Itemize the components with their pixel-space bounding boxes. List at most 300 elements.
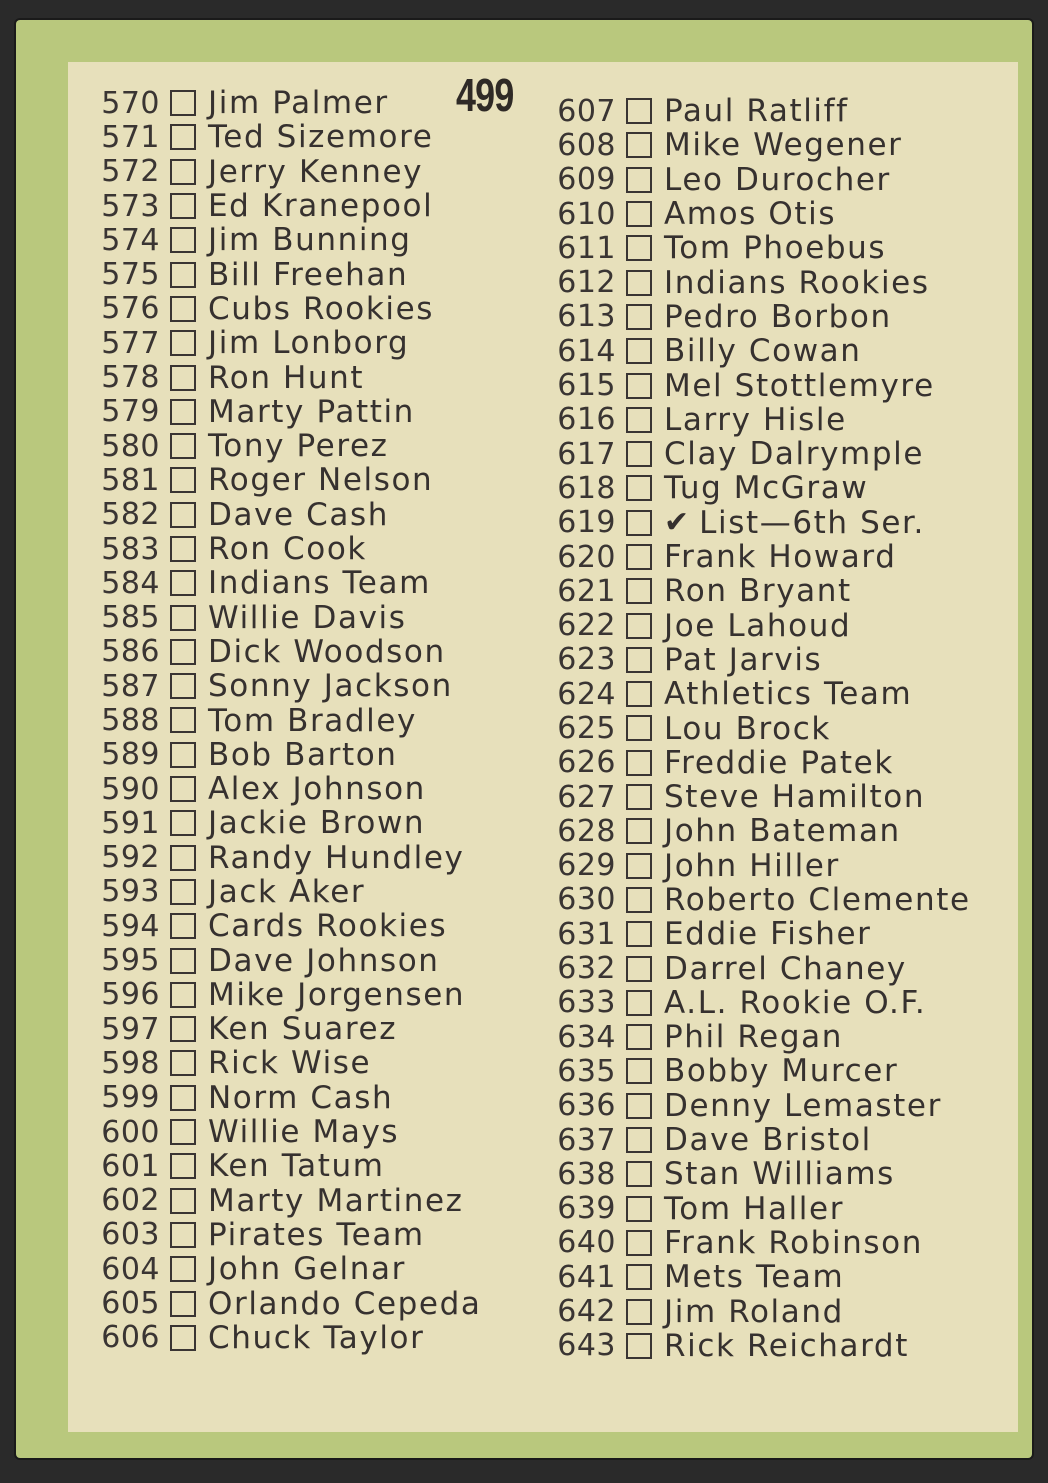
- checklist-row: [78, 1286, 481, 1320]
- checkbox[interactable]: [170, 227, 196, 253]
- player-name: Dick Woodson: [208, 633, 446, 670]
- checklist-row: [78, 1081, 481, 1115]
- checkbox[interactable]: [626, 304, 652, 330]
- card-entry-number: 587: [101, 668, 160, 704]
- card-entry-number: 589: [101, 737, 160, 773]
- checklist-row: [78, 909, 481, 943]
- checklist-row: [534, 1054, 971, 1088]
- player-name: Dave Cash: [208, 496, 389, 533]
- checkbox[interactable]: [626, 750, 652, 776]
- checklist-row: [78, 1321, 481, 1355]
- checkbox[interactable]: [170, 810, 196, 836]
- checklist-row: [78, 223, 481, 257]
- checklist-row: [534, 506, 971, 540]
- checkbox[interactable]: [626, 235, 652, 261]
- checkbox[interactable]: [170, 982, 196, 1008]
- checkbox[interactable]: [170, 948, 196, 974]
- checkbox[interactable]: [170, 845, 196, 871]
- player-name: Clay Dalrymple: [664, 436, 924, 473]
- checklist-row: [78, 738, 481, 772]
- checklist-row: [78, 498, 481, 532]
- card-entry-number: 633: [557, 985, 616, 1021]
- checklist-row: [534, 677, 971, 711]
- card-entry-number: 581: [101, 462, 160, 498]
- card-entry-number: 631: [557, 916, 616, 952]
- checklist-row: [78, 635, 481, 669]
- checkbox[interactable]: [626, 167, 652, 193]
- checklist-row: [78, 1115, 481, 1149]
- card-entry-number: 618: [557, 470, 616, 506]
- card-entry-number: 595: [101, 943, 160, 979]
- checklist-row: [78, 1046, 481, 1080]
- checkbox[interactable]: [170, 1256, 196, 1282]
- checklist-row: [78, 395, 481, 429]
- checklist-row: [534, 1020, 971, 1054]
- checklist-row: [78, 875, 481, 909]
- player-name: Dave Johnson: [208, 942, 440, 979]
- checkbox[interactable]: [170, 605, 196, 631]
- player-name: Billy Cowan: [664, 333, 862, 370]
- card-entry-number: 610: [557, 196, 616, 232]
- card-entry-number: 573: [101, 188, 160, 224]
- checkbox[interactable]: [170, 776, 196, 802]
- player-name: Rick Reichardt: [664, 1327, 909, 1364]
- card-entry-number: 590: [101, 771, 160, 807]
- checkbox[interactable]: [170, 296, 196, 322]
- card-entry-number: 629: [557, 848, 616, 884]
- player-name: Bill Freehan: [208, 256, 409, 293]
- checkbox[interactable]: [170, 1325, 196, 1351]
- checkbox[interactable]: [626, 132, 652, 158]
- checkbox[interactable]: [170, 1016, 196, 1042]
- checklist-row: [78, 772, 481, 806]
- player-name: Jim Palmer: [208, 85, 389, 122]
- card-entry-number: 605: [101, 1286, 160, 1322]
- checkbox[interactable]: [170, 399, 196, 425]
- card-entry-number: 602: [101, 1183, 160, 1219]
- checkbox[interactable]: [626, 475, 652, 501]
- checklist-row: [534, 1157, 971, 1191]
- checkmark-icon: ✔: [664, 505, 690, 541]
- checkbox[interactable]: [626, 1024, 652, 1050]
- checklist-row: [78, 463, 481, 497]
- checklist-row: [78, 86, 481, 120]
- checkbox[interactable]: [170, 570, 196, 596]
- card-entry-number: 641: [557, 1259, 616, 1295]
- checkbox[interactable]: [170, 639, 196, 665]
- checklist-row: [534, 163, 971, 197]
- card-entry-number: 619: [557, 505, 616, 541]
- checkbox[interactable]: [170, 1153, 196, 1179]
- checklist-row: [534, 231, 971, 265]
- checkbox[interactable]: [170, 1085, 196, 1111]
- checklist-row: [534, 334, 971, 368]
- player-name: Cubs Rookies: [208, 290, 435, 327]
- checkbox[interactable]: [626, 887, 652, 913]
- checkbox[interactable]: [626, 510, 652, 536]
- checkbox[interactable]: [626, 1058, 652, 1084]
- checkbox[interactable]: [170, 262, 196, 288]
- checkbox[interactable]: [626, 647, 652, 673]
- player-name: Frank Howard: [664, 539, 897, 576]
- player-name: Amos Otis: [664, 196, 837, 233]
- checklist-row: [78, 326, 481, 360]
- player-name: Athletics Team: [664, 676, 913, 713]
- checkbox[interactable]: [170, 1222, 196, 1248]
- player-name: Cards Rookies: [208, 908, 448, 945]
- card-entry-number: 638: [557, 1156, 616, 1192]
- checkbox[interactable]: [626, 715, 652, 741]
- card-number: 499: [456, 69, 514, 121]
- checkbox[interactable]: [170, 913, 196, 939]
- player-name: Jim Lonborg: [208, 325, 410, 362]
- player-name: Mike Jorgensen: [208, 976, 466, 1013]
- checkbox[interactable]: [626, 373, 652, 399]
- checkbox[interactable]: [626, 98, 652, 124]
- checklist-row: [78, 189, 481, 223]
- card-entry-number: 598: [101, 1045, 160, 1081]
- card-entry-number: 637: [557, 1122, 616, 1158]
- checklist-row: [534, 951, 971, 985]
- checklist-row: [534, 1294, 971, 1328]
- checkbox[interactable]: [170, 159, 196, 185]
- player-name: Mike Wegener: [664, 127, 903, 164]
- checklist-row: [534, 128, 971, 162]
- checklist-row: [78, 1012, 481, 1046]
- card-entry-number: 643: [557, 1328, 616, 1364]
- checklist-row: [534, 1260, 971, 1294]
- checkbox[interactable]: [170, 365, 196, 391]
- checklist-row: [534, 94, 971, 128]
- player-name: Tony Perez: [208, 428, 389, 465]
- checkbox[interactable]: [626, 441, 652, 467]
- player-name: Darrel Chaney: [664, 950, 907, 987]
- checklist-row: [78, 532, 481, 566]
- checkbox[interactable]: [626, 613, 652, 639]
- checklist-row: [78, 1184, 481, 1218]
- checkbox[interactable]: [170, 1119, 196, 1145]
- checklist-right-column: [534, 94, 971, 1363]
- card-entry-number: 607: [557, 93, 616, 129]
- card-entry-number: 632: [557, 951, 616, 987]
- player-name: Willie Davis: [208, 599, 407, 636]
- checklist-row: [78, 703, 481, 737]
- checklist-row: [78, 155, 481, 189]
- checklist-row: [534, 574, 971, 608]
- checklist-row: [534, 986, 971, 1020]
- card-entry-number: 615: [557, 368, 616, 404]
- checklist-row: [78, 943, 481, 977]
- checklist-row: [78, 566, 481, 600]
- player-name: Indians Team: [208, 565, 431, 602]
- checkbox[interactable]: [170, 193, 196, 219]
- card-entry-number: 600: [101, 1114, 160, 1150]
- card-entry-number: 583: [101, 531, 160, 567]
- card-entry-number: 570: [101, 85, 160, 121]
- player-name: Tug McGraw: [664, 470, 869, 507]
- card-entry-number: 593: [101, 874, 160, 910]
- checkbox[interactable]: [170, 467, 196, 493]
- player-name: Ed Kranepool: [208, 188, 434, 225]
- player-name: Frank Robinson: [664, 1224, 923, 1261]
- checklist-row: [534, 711, 971, 745]
- player-name: Randy Hundley: [208, 839, 465, 876]
- player-name: John Bateman: [664, 813, 901, 850]
- card-entry-number: 591: [101, 805, 160, 841]
- card-entry-number: 639: [557, 1191, 616, 1227]
- card-entry-number: 614: [557, 333, 616, 369]
- player-name: Pat Jarvis: [664, 641, 823, 678]
- player-name: Norm Cash: [208, 1079, 394, 1116]
- checklist-row: [534, 368, 971, 402]
- checklist-row: [534, 300, 971, 334]
- card-entry-number: 606: [101, 1320, 160, 1356]
- checklist-row: [78, 360, 481, 394]
- checkbox[interactable]: [170, 879, 196, 905]
- player-name: Jack Aker: [208, 873, 366, 910]
- checkbox[interactable]: [626, 1127, 652, 1153]
- player-name: Chuck Taylor: [208, 1319, 425, 1356]
- checklist-row: [78, 257, 481, 291]
- card-entry-number: 578: [101, 360, 160, 396]
- player-name: John Gelnar: [208, 1251, 406, 1288]
- card-entry-number: 594: [101, 908, 160, 944]
- checklist-row: [534, 1089, 971, 1123]
- card-entry-number: 609: [557, 162, 616, 198]
- checkbox[interactable]: [626, 1333, 652, 1359]
- checkbox[interactable]: [626, 270, 652, 296]
- player-name: Jim Bunning: [208, 222, 412, 259]
- card-entry-number: 624: [557, 676, 616, 712]
- player-name: Sonny Jackson: [208, 668, 453, 705]
- player-name: Tom Phoebus: [664, 230, 887, 267]
- card-entry-number: 621: [557, 573, 616, 609]
- checkbox[interactable]: [626, 1264, 652, 1290]
- player-name: Roger Nelson: [208, 462, 434, 499]
- card-entry-number: 601: [101, 1148, 160, 1184]
- checkbox[interactable]: [626, 853, 652, 879]
- checkbox[interactable]: [170, 1291, 196, 1317]
- card-entry-number: 596: [101, 977, 160, 1013]
- checkbox[interactable]: [626, 544, 652, 570]
- card-entry-number: 603: [101, 1217, 160, 1253]
- checklist-row: [534, 403, 971, 437]
- checklist-row: [78, 600, 481, 634]
- card-entry-number: 592: [101, 840, 160, 876]
- checklist-row: [534, 197, 971, 231]
- checkbox[interactable]: [170, 1050, 196, 1076]
- player-name: Ron Cook: [208, 531, 367, 568]
- player-name: Stan Williams: [664, 1156, 895, 1193]
- checklist-row: [534, 1329, 971, 1363]
- checkbox[interactable]: [170, 536, 196, 562]
- player-name: Jim Roland: [664, 1293, 844, 1330]
- player-name: Jerry Kenney: [208, 153, 424, 190]
- checkbox[interactable]: [170, 1188, 196, 1214]
- card-entry-number: 623: [557, 642, 616, 678]
- card-entry-number: 585: [101, 600, 160, 636]
- checklist-row: [78, 669, 481, 703]
- card-entry-number: 576: [101, 291, 160, 327]
- checkbox[interactable]: [626, 1230, 652, 1256]
- card-entry-number: 634: [557, 1019, 616, 1055]
- card-entry-number: 588: [101, 703, 160, 738]
- player-name: Pedro Borbon: [664, 298, 892, 335]
- card-entry-number: 617: [557, 436, 616, 472]
- player-name: Tom Haller: [664, 1190, 845, 1227]
- player-name: Paul Ratliff: [664, 93, 849, 130]
- card-entry-number: 626: [557, 745, 616, 781]
- checklist-row: [534, 437, 971, 471]
- player-name: Orlando Cepeda: [208, 1285, 482, 1322]
- checklist-row: [534, 814, 971, 848]
- player-name: Larry Hisle: [664, 401, 847, 438]
- player-name: Ted Sizemore: [208, 119, 434, 156]
- checkbox[interactable]: [626, 407, 652, 433]
- checklist-row: [534, 883, 971, 917]
- checkbox[interactable]: [626, 1093, 652, 1119]
- card-entry-number: 628: [557, 813, 616, 849]
- checkbox[interactable]: [626, 201, 652, 227]
- checklist-row: [534, 540, 971, 574]
- card-entry-number: 620: [557, 539, 616, 575]
- player-name: Roberto Clemente: [664, 881, 971, 918]
- card-entry-number: 574: [101, 222, 160, 258]
- card-entry-number: 604: [101, 1251, 160, 1287]
- checkbox[interactable]: [626, 921, 652, 947]
- player-name: Bobby Murcer: [664, 1053, 899, 1090]
- checkbox[interactable]: [170, 707, 196, 733]
- checkbox[interactable]: [170, 90, 196, 116]
- card-entry-number: 580: [101, 428, 160, 464]
- player-name: Rick Wise: [208, 1045, 372, 1082]
- card-entry-number: 642: [557, 1294, 616, 1330]
- checkbox[interactable]: [626, 1196, 652, 1222]
- checklist-row: [78, 292, 481, 326]
- player-name: Indians Rookies: [664, 264, 930, 301]
- card-entry-number: 612: [557, 265, 616, 301]
- checkbox[interactable]: [626, 1161, 652, 1187]
- player-name: Steve Hamilton: [664, 779, 926, 816]
- player-name: Leo Durocher: [664, 161, 891, 198]
- player-name: List—6th Ser.: [699, 504, 926, 541]
- card-entry-number: 571: [101, 119, 160, 155]
- player-name: Denny Lemaster: [664, 1087, 942, 1124]
- checklist-row: [534, 1226, 971, 1260]
- card-entry-number: 611: [557, 230, 616, 266]
- card-entry-number: 572: [101, 154, 160, 190]
- checkbox[interactable]: [626, 338, 652, 364]
- card-entry-number: 597: [101, 1011, 160, 1047]
- card-entry-number: 599: [101, 1080, 160, 1116]
- card-entry-number: 625: [557, 711, 616, 746]
- checkbox[interactable]: [626, 818, 652, 844]
- checkbox[interactable]: [626, 990, 652, 1016]
- checklist-row: [78, 978, 481, 1012]
- card-entry-number: 608: [557, 127, 616, 163]
- checklist-left-column: [78, 86, 481, 1355]
- checklist-row: [78, 806, 481, 840]
- player-name: Ken Tatum: [208, 1148, 385, 1185]
- checklist-row: [534, 608, 971, 642]
- checklist-row: [534, 746, 971, 780]
- card-entry-number: 627: [557, 779, 616, 815]
- player-name: Marty Martinez: [208, 1182, 464, 1219]
- card-entry-number: 630: [557, 882, 616, 918]
- card-entry-number: 622: [557, 608, 616, 644]
- player-name: Bob Barton: [208, 736, 398, 773]
- player-name: Willie Mays: [208, 1114, 400, 1151]
- checklist-row: [78, 1218, 481, 1252]
- player-name: Marty Pattin: [208, 393, 415, 430]
- card-entry-number: 584: [101, 565, 160, 601]
- checklist-row: [534, 1123, 971, 1157]
- player-name: Lou Brock: [664, 710, 831, 747]
- card-entry-number: 640: [557, 1225, 616, 1261]
- checklist-row: [78, 1149, 481, 1183]
- checklist-row: [534, 917, 971, 951]
- checkbox[interactable]: [170, 502, 196, 528]
- player-name: Phil Regan: [664, 1019, 843, 1056]
- checklist-row: [78, 120, 481, 154]
- player-name: Pirates Team: [208, 1216, 425, 1253]
- player-name: Ron Bryant: [664, 573, 852, 610]
- card-entry-number: 586: [101, 634, 160, 670]
- checkbox[interactable]: [626, 1299, 652, 1325]
- checklist-row: [534, 780, 971, 814]
- checklist-row: [534, 643, 971, 677]
- card-entry-number: 582: [101, 497, 160, 533]
- card-entry-number: 579: [101, 394, 160, 430]
- checkbox[interactable]: [170, 433, 196, 459]
- card-entry-number: 613: [557, 299, 616, 335]
- checklist-row: [78, 841, 481, 875]
- checkbox[interactable]: [626, 956, 652, 982]
- player-name: John Hiller: [664, 847, 840, 884]
- player-name: Mets Team: [664, 1259, 845, 1296]
- checklist-row: [534, 265, 971, 299]
- player-name: Eddie Fisher: [664, 916, 872, 953]
- checklist-row: [78, 1252, 481, 1286]
- checklist-row: [534, 849, 971, 883]
- card-entry-number: 616: [557, 402, 616, 438]
- checklist-row: [78, 429, 481, 463]
- card-entry-number: 636: [557, 1088, 616, 1124]
- player-name: Dave Bristol: [664, 1122, 872, 1159]
- checkbox[interactable]: [626, 578, 652, 604]
- player-name: Joe Lahoud: [664, 607, 852, 644]
- player-name: Jackie Brown: [208, 805, 426, 842]
- player-name: Freddie Patek: [664, 744, 894, 781]
- card-entry-number: 577: [101, 325, 160, 361]
- checkbox[interactable]: [170, 330, 196, 356]
- player-name: Ron Hunt: [208, 359, 365, 396]
- checkbox[interactable]: [170, 673, 196, 699]
- player-name: Mel Stottlemyre: [664, 367, 935, 404]
- card-entry-number: 635: [557, 1053, 616, 1089]
- checkbox[interactable]: [626, 681, 652, 707]
- checkbox[interactable]: [626, 784, 652, 810]
- checkbox[interactable]: [170, 742, 196, 768]
- player-name: Tom Bradley: [208, 702, 418, 739]
- checklist-row: [534, 1192, 971, 1226]
- player-name: Ken Suarez: [208, 1011, 398, 1048]
- player-name: Alex Johnson: [208, 771, 426, 808]
- player-name: A.L. Rookie O.F.: [664, 984, 927, 1021]
- checklist-row: [534, 471, 971, 505]
- card-entry-number: 575: [101, 257, 160, 293]
- checkbox[interactable]: [170, 124, 196, 150]
